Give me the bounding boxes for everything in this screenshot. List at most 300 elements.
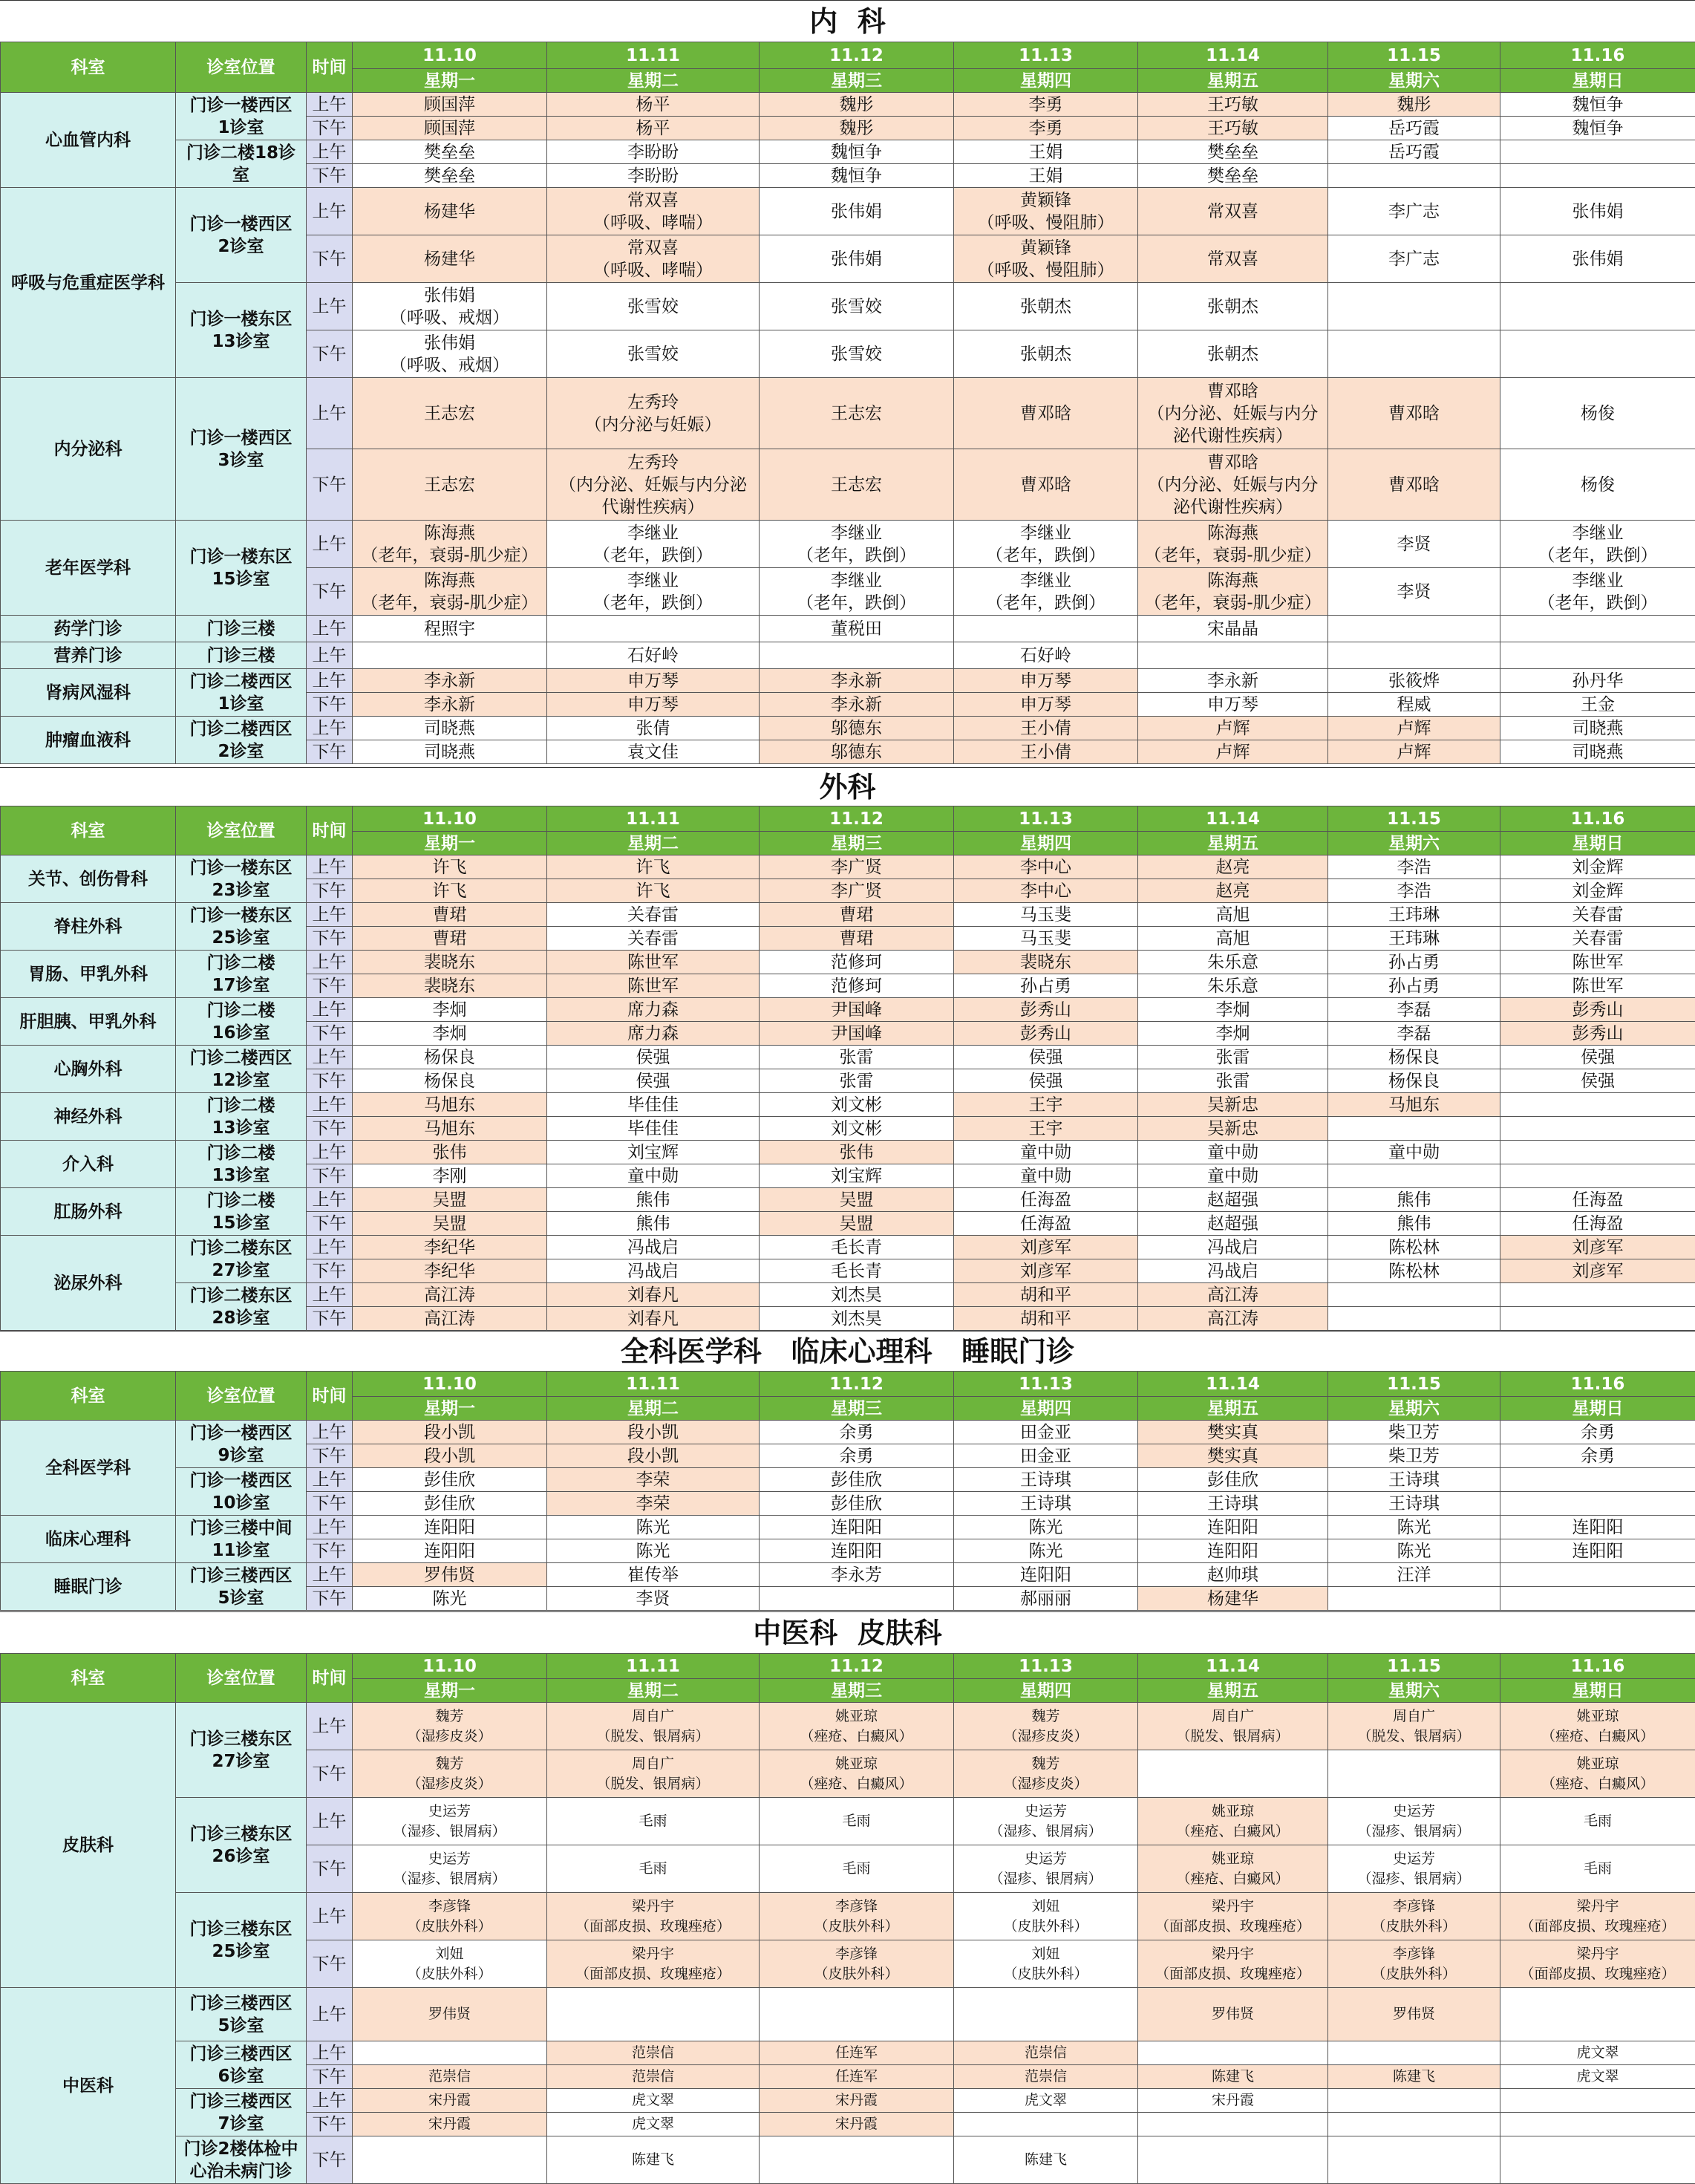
period-cell: 下午 <box>307 1444 353 1468</box>
location-cell <box>176 1093 307 1141</box>
department-cell: 肛肠外科 <box>1 1188 176 1236</box>
table-row <box>1 1421 1695 1444</box>
period-cell: 上午 <box>307 140 353 164</box>
doctor-cell <box>1138 2113 1328 2136</box>
doctor-cell: 申万琴 <box>547 693 760 717</box>
doctor-cell: 许飞 <box>547 879 760 903</box>
cell-line: 1诊室 <box>177 117 304 139</box>
header-weekday: 星期二 <box>547 69 760 93</box>
doctor-cell: 刘彦军 <box>954 1236 1138 1259</box>
doctor-cell: 余勇 <box>1500 1421 1695 1444</box>
doctor-cell <box>1500 1307 1695 1331</box>
cell-line: 曹邓晗 <box>1140 380 1326 402</box>
doctor-cell: 孙占勇 <box>1328 974 1500 998</box>
doctor-cell: 岳巧霞 <box>1328 117 1500 140</box>
period-cell: 下午 <box>307 2136 353 2184</box>
department-cell: 药学门诊 <box>1 616 176 642</box>
doctor-cell: 李炯 <box>353 998 547 1022</box>
period-cell: 下午 <box>307 1259 353 1283</box>
doctor-cell: 张朝杰 <box>1138 283 1328 330</box>
doctor-cell <box>353 1893 547 1940</box>
doctor-cell: 顾国萍 <box>353 93 547 117</box>
cell-line: （痤疮、白癜风） <box>1502 1727 1694 1747</box>
doctor-cell: 李纪华 <box>353 1236 547 1259</box>
doctor-cell <box>353 330 547 378</box>
department-cell: 营养门诊 <box>1 642 176 669</box>
doctor-cell <box>1138 2041 1328 2065</box>
doctor-cell <box>1500 2136 1695 2184</box>
doctor-cell <box>1138 378 1328 449</box>
doctor-cell: 朱乐意 <box>1138 974 1328 998</box>
location-cell <box>176 1703 307 1798</box>
doctor-cell: 李永新 <box>353 693 547 717</box>
doctor-cell: 张雪姣 <box>547 283 760 330</box>
period-cell: 上午 <box>307 669 353 693</box>
cell-line: 李继业 <box>956 522 1136 544</box>
period-cell: 下午 <box>307 974 353 998</box>
cell-line: 李彦锋 <box>761 1944 952 1964</box>
cell-line: 梁丹宇 <box>1140 1897 1326 1917</box>
doctor-cell: 陈建飞 <box>1328 2065 1500 2089</box>
doctor-cell: 马旭东 <box>353 1117 547 1141</box>
department-cell: 内分泌科 <box>1 378 176 521</box>
doctor-cell <box>954 1893 1138 1940</box>
table-row <box>1 378 1695 449</box>
period-cell: 下午 <box>307 1069 353 1093</box>
cell-line: 左秀玲 <box>549 391 757 414</box>
header-date: 11.10 <box>353 42 547 69</box>
doctor-cell: 宋丹霞 <box>1138 2089 1328 2113</box>
doctor-cell <box>1328 2136 1500 2184</box>
location-cell <box>176 855 307 903</box>
doctor-cell: 邬德东 <box>760 740 954 764</box>
doctor-cell: 赵亮 <box>1138 879 1328 903</box>
doctor-cell: 赵帅琪 <box>1138 1563 1328 1587</box>
header-weekday: 星期三 <box>760 1679 954 1703</box>
period-cell: 下午 <box>307 330 353 378</box>
cell-line: 门诊二楼 <box>177 952 304 974</box>
header-weekday: 星期日 <box>1500 1679 1695 1703</box>
doctor-cell <box>1500 1893 1695 1940</box>
doctor-cell: 李贤 <box>547 1587 760 1611</box>
cell-line: 周自广 <box>1330 1707 1498 1727</box>
location-cell <box>176 1046 307 1093</box>
doctor-cell: 张雪姣 <box>760 283 954 330</box>
doctor-cell: 张伟 <box>760 1141 954 1164</box>
doctor-cell: 王娟 <box>954 140 1138 164</box>
location-cell <box>176 1516 307 1563</box>
doctor-cell: 刘宝辉 <box>760 1164 954 1188</box>
doctor-cell: 李炯 <box>1138 998 1328 1022</box>
header-dept: 科室 <box>1 1654 176 1703</box>
doctor-cell <box>954 1845 1138 1893</box>
table-row <box>1 1988 1695 2041</box>
doctor-cell <box>1138 449 1328 521</box>
cell-line: （皮肤外科） <box>1330 1917 1498 1937</box>
department-cell: 临床心理科 <box>1 1516 176 1563</box>
doctor-cell: 申万琴 <box>1138 693 1328 717</box>
doctor-cell: 连阳阳 <box>353 1539 547 1563</box>
location-cell <box>176 283 307 378</box>
doctor-cell: 李荣 <box>547 1468 760 1492</box>
table-row <box>1 2089 1695 2113</box>
doctor-cell: 常双喜 <box>1138 188 1328 235</box>
doctor-cell: 范崇信 <box>954 2065 1138 2089</box>
table-row <box>1 1468 1695 1492</box>
doctor-cell <box>1138 2136 1328 2184</box>
header-weekday: 星期日 <box>1500 832 1695 855</box>
doctor-cell: 李广志 <box>1328 188 1500 235</box>
schedule-table <box>0 1371 1695 1611</box>
period-cell: 下午 <box>307 1750 353 1798</box>
cell-line: （湿疹、银屑病） <box>1330 1869 1498 1889</box>
location-cell <box>176 188 307 283</box>
cell-line: （湿疹、银屑病） <box>956 1869 1136 1889</box>
doctor-cell: 冯战启 <box>547 1259 760 1283</box>
doctor-cell: 毛长青 <box>760 1259 954 1283</box>
doctor-cell: 关春雷 <box>1500 903 1695 927</box>
cell-line: 常双喜 <box>549 237 757 259</box>
doctor-cell: 杨俊 <box>1500 378 1695 449</box>
doctor-cell: 杨俊 <box>1500 449 1695 521</box>
doctor-cell: 王小倩 <box>954 717 1138 740</box>
header-date: 11.10 <box>353 1372 547 1397</box>
header-date: 11.16 <box>1500 1654 1695 1679</box>
table-row <box>1 283 1695 330</box>
cell-line: （呼吸、慢阻肺） <box>956 259 1136 281</box>
cell-line: （老年，跌倒） <box>1502 592 1694 614</box>
doctor-cell: 程威 <box>1328 693 1500 717</box>
cell-line: 3诊室 <box>177 449 304 472</box>
table-row <box>1 1798 1695 1845</box>
doctor-cell: 李荣 <box>547 1492 760 1516</box>
period-cell: 下午 <box>307 117 353 140</box>
table-row <box>1 642 1695 669</box>
header-date: 11.13 <box>954 1654 1138 1679</box>
doctor-cell: 范崇信 <box>353 2065 547 2089</box>
section-title: 全科医学科 临床心理科 睡眠门诊 <box>0 1331 1695 1371</box>
doctor-cell: 张朝杰 <box>954 330 1138 378</box>
header-row-dates <box>1 1654 1695 1679</box>
doctor-cell: 刘金辉 <box>1500 879 1695 903</box>
doctor-cell <box>547 1750 760 1798</box>
doctor-cell: 陈世军 <box>547 974 760 998</box>
cell-line: （面部皮损、玫瑰痤疮） <box>1140 1964 1326 1984</box>
doctor-cell: 王诗琪 <box>1328 1468 1500 1492</box>
doctor-cell: 吴盟 <box>760 1188 954 1212</box>
period-cell: 下午 <box>307 1022 353 1046</box>
cell-line: 李彦锋 <box>1330 1944 1498 1964</box>
doctor-cell: 柴卫芳 <box>1328 1444 1500 1468</box>
cell-line: （湿疹、银屑病） <box>956 1822 1136 1842</box>
doctor-cell: 胡和平 <box>954 1283 1138 1307</box>
doctor-cell: 田金亚 <box>954 1444 1138 1468</box>
doctor-cell: 王志宏 <box>353 378 547 449</box>
doctor-cell: 侯强 <box>954 1069 1138 1093</box>
doctor-cell <box>760 1893 954 1940</box>
doctor-cell: 孙丹华 <box>1500 669 1695 693</box>
header-weekday: 星期日 <box>1500 69 1695 93</box>
table-row <box>1 2041 1695 2065</box>
doctor-cell: 李永新 <box>760 693 954 717</box>
department-cell: 泌尿外科 <box>1 1236 176 1331</box>
table-row <box>1 1141 1695 1164</box>
doctor-cell <box>547 1703 760 1750</box>
period-cell: 上午 <box>307 1236 353 1259</box>
doctor-cell: 陈建飞 <box>1138 2065 1328 2089</box>
cell-line: 李继业 <box>761 570 952 592</box>
doctor-cell: 程照宇 <box>353 616 547 642</box>
cell-line: 魏芳 <box>354 1754 545 1774</box>
department-cell: 心胸外科 <box>1 1046 176 1093</box>
doctor-cell: 申万琴 <box>954 693 1138 717</box>
doctor-cell: 张倩 <box>547 717 760 740</box>
doctor-cell: 杨建华 <box>1138 1587 1328 1611</box>
cell-line: 李继业 <box>956 570 1136 592</box>
header-weekday: 星期四 <box>954 1397 1138 1421</box>
location-cell <box>176 1893 307 1988</box>
cell-line: （面部皮损、玫瑰痤疮） <box>1140 1917 1326 1937</box>
doctor-cell: 曹珺 <box>760 903 954 927</box>
cell-line: 室 <box>177 164 304 186</box>
doctor-cell: 毛雨 <box>547 1798 760 1845</box>
doctor-cell <box>547 616 760 642</box>
doctor-cell <box>1328 1750 1500 1798</box>
header-location: 诊室位置 <box>176 806 307 855</box>
doctor-cell: 高江涛 <box>1138 1283 1328 1307</box>
doctor-cell: 陈光 <box>954 1539 1138 1563</box>
doctor-cell: 宋丹霞 <box>760 2089 954 2113</box>
table-row <box>1 998 1695 1022</box>
doctor-cell <box>1328 2113 1500 2136</box>
header-weekday: 星期一 <box>353 1397 547 1421</box>
cell-line: 17诊室 <box>177 974 304 997</box>
doctor-cell: 刘彦军 <box>954 1259 1138 1283</box>
doctor-cell: 司晓燕 <box>1500 717 1695 740</box>
doctor-cell: 彭佳欣 <box>353 1492 547 1516</box>
doctor-cell <box>760 1750 954 1798</box>
cell-line: 梁丹宇 <box>549 1897 757 1917</box>
cell-line: 12诊室 <box>177 1069 304 1092</box>
doctor-cell: 高旭 <box>1138 927 1328 951</box>
doctor-cell <box>1328 1703 1500 1750</box>
doctor-cell: 张雪姣 <box>760 330 954 378</box>
cell-line: （内分泌与妊娠） <box>549 414 757 436</box>
table-row <box>1 1236 1695 1259</box>
table-row <box>1 616 1695 642</box>
period-cell: 上午 <box>307 616 353 642</box>
doctor-cell: 冯战启 <box>1138 1236 1328 1259</box>
cell-line: 门诊三楼西区 <box>177 2043 304 2065</box>
cell-line: 史运芳 <box>1330 1849 1498 1869</box>
cell-line: （面部皮损、玫瑰痤疮） <box>549 1964 757 1984</box>
doctor-cell <box>1138 642 1328 669</box>
doctor-cell <box>1328 2089 1500 2113</box>
cell-line: （湿疹皮炎） <box>354 1727 545 1747</box>
cell-line: （湿疹皮炎） <box>956 1727 1136 1747</box>
cell-line: 7诊室 <box>177 2113 304 2135</box>
doctor-cell: 罗伟贤 <box>1138 1988 1328 2041</box>
cell-line: 门诊二楼 <box>177 1142 304 1164</box>
doctor-cell <box>1138 1798 1328 1845</box>
location-cell <box>176 669 307 717</box>
cell-line: （呼吸、慢阻肺） <box>956 212 1136 234</box>
department-cell: 脊柱外科 <box>1 903 176 951</box>
header-date: 11.16 <box>1500 42 1695 69</box>
doctor-cell: 李广贤 <box>760 879 954 903</box>
doctor-cell: 申万琴 <box>547 669 760 693</box>
doctor-cell <box>1328 1940 1500 1988</box>
period-cell: 上午 <box>307 1798 353 1845</box>
period-cell: 上午 <box>307 1283 353 1307</box>
cell-line: 泌代谢性疾病） <box>1140 425 1326 447</box>
doctor-cell: 彭佳欣 <box>760 1492 954 1516</box>
header-date: 11.13 <box>954 806 1138 832</box>
cell-line: （老年，跌倒） <box>956 544 1136 567</box>
doctor-cell <box>1138 1845 1328 1893</box>
doctor-cell: 石好岭 <box>547 642 760 669</box>
cell-line: （老年，跌倒） <box>956 592 1136 614</box>
doctor-cell: 连阳阳 <box>1138 1516 1328 1539</box>
doctor-cell: 任连军 <box>760 2065 954 2089</box>
period-cell: 上午 <box>307 1893 353 1940</box>
doctor-cell: 连阳阳 <box>1500 1539 1695 1563</box>
department-cell: 介入科 <box>1 1141 176 1188</box>
period-cell: 上午 <box>307 1046 353 1069</box>
doctor-cell: 申万琴 <box>954 669 1138 693</box>
period-cell: 下午 <box>307 927 353 951</box>
cell-line: 2诊室 <box>177 235 304 258</box>
doctor-cell <box>1500 2113 1695 2136</box>
doctor-cell <box>353 2136 547 2184</box>
doctor-cell: 李中心 <box>954 855 1138 879</box>
doctor-cell: 赵亮 <box>1138 855 1328 879</box>
cell-line: 代谢性疾病） <box>549 496 757 518</box>
cell-line: 史运芳 <box>354 1849 545 1869</box>
location-cell <box>176 1468 307 1516</box>
doctor-cell <box>1500 1117 1695 1141</box>
period-cell: 上午 <box>307 1703 353 1750</box>
doctor-cell: 彭秀山 <box>954 998 1138 1022</box>
doctor-cell: 尹国峰 <box>760 1022 954 1046</box>
doctor-cell: 熊伟 <box>547 1188 760 1212</box>
doctor-cell <box>1500 642 1695 669</box>
doctor-cell: 关春雷 <box>547 927 760 951</box>
header-weekday: 星期三 <box>760 1397 954 1421</box>
doctor-cell <box>1500 568 1695 616</box>
doctor-cell: 任连军 <box>760 2041 954 2065</box>
cell-line: （面部皮损、玫瑰痤疮） <box>1502 1917 1694 1937</box>
header-date: 11.11 <box>547 1654 760 1679</box>
header-date: 11.14 <box>1138 1372 1328 1397</box>
cell-line: （痤疮、白癜风） <box>761 1774 952 1794</box>
doctor-cell: 任海盈 <box>954 1212 1138 1236</box>
cell-line: 门诊三楼西区 <box>177 1992 304 2015</box>
cell-line: （皮肤外科） <box>354 1917 545 1937</box>
period-cell: 下午 <box>307 1307 353 1331</box>
table-row <box>1 140 1695 164</box>
doctor-cell: 魏彤 <box>760 93 954 117</box>
doctor-cell <box>1500 2089 1695 2113</box>
header-date: 11.14 <box>1138 42 1328 69</box>
cell-line: （老年，跌倒） <box>549 544 757 567</box>
doctor-cell: 宋晶晶 <box>1138 616 1328 642</box>
location-cell <box>176 1563 307 1611</box>
cell-line: 15诊室 <box>177 1212 304 1234</box>
doctor-cell: 刘文彬 <box>760 1117 954 1141</box>
cell-line: 魏芳 <box>956 1707 1136 1727</box>
cell-line: 陈海燕 <box>354 522 545 544</box>
cell-line: 左秀玲 <box>549 452 757 474</box>
period-cell: 上午 <box>307 283 353 330</box>
doctor-cell: 樊垒垒 <box>1138 140 1328 164</box>
doctor-cell <box>954 616 1138 642</box>
doctor-cell: 王金 <box>1500 693 1695 717</box>
doctor-cell: 彭秀山 <box>1500 1022 1695 1046</box>
doctor-cell: 张朝杰 <box>954 283 1138 330</box>
doctor-cell: 顾国萍 <box>353 117 547 140</box>
table-row <box>1 521 1695 568</box>
header-date: 11.15 <box>1328 1654 1500 1679</box>
doctor-cell: 刘春凡 <box>547 1283 760 1307</box>
doctor-cell: 李贤 <box>1328 568 1500 616</box>
doctor-cell: 许飞 <box>353 855 547 879</box>
doctor-cell: 张伟娟 <box>760 235 954 283</box>
doctor-cell: 关春雷 <box>547 903 760 927</box>
doctor-cell <box>954 235 1138 283</box>
header-weekday: 星期一 <box>353 69 547 93</box>
header-date: 11.10 <box>353 806 547 832</box>
cell-line: 曹邓晗 <box>1140 452 1326 474</box>
doctor-cell: 董税田 <box>760 616 954 642</box>
doctor-cell <box>353 1940 547 1988</box>
doctor-cell: 李中心 <box>954 879 1138 903</box>
doctor-cell <box>547 1940 760 1988</box>
doctor-cell <box>1500 1587 1695 1611</box>
doctor-cell <box>954 568 1138 616</box>
doctor-cell: 虎文翠 <box>547 2113 760 2136</box>
doctor-cell: 李磊 <box>1328 1022 1500 1046</box>
doctor-cell: 曹邓晗 <box>954 378 1138 449</box>
doctor-cell: 高江涛 <box>353 1283 547 1307</box>
doctor-cell: 王巧敏 <box>1138 93 1328 117</box>
doctor-cell: 罗伟贤 <box>353 1988 547 2041</box>
doctor-cell: 王小倩 <box>954 740 1138 764</box>
header-date: 11.10 <box>353 1654 547 1679</box>
cell-line: （老年，衰弱-肌少症） <box>354 544 545 567</box>
cell-line: （痤疮、白癜风） <box>1140 1822 1326 1842</box>
cell-line: （老年，跌倒） <box>1502 544 1694 567</box>
doctor-cell <box>760 1703 954 1750</box>
table-row <box>1 1188 1695 1212</box>
cell-line: 25诊室 <box>177 927 304 949</box>
cell-line: 黄颖锋 <box>956 237 1136 259</box>
doctor-cell: 张伟娟 <box>1500 188 1695 235</box>
cell-line: 刘妞 <box>956 1897 1136 1917</box>
cell-line: （皮肤外科） <box>1330 1964 1498 1984</box>
cell-line: 门诊二楼 <box>177 1095 304 1117</box>
doctor-cell <box>954 2113 1138 2136</box>
header-row-dates <box>1 806 1695 832</box>
doctor-cell: 王宇 <box>954 1117 1138 1141</box>
doctor-cell: 毕佳佳 <box>547 1117 760 1141</box>
doctor-cell: 张雪姣 <box>547 330 760 378</box>
cell-line: 门诊二楼西区 <box>177 718 304 740</box>
cell-line: 门诊二楼 <box>177 1190 304 1212</box>
doctor-cell: 范修珂 <box>760 951 954 974</box>
cell-line: 姚亚琼 <box>1502 1707 1694 1727</box>
cell-line: 梁丹宇 <box>1502 1944 1694 1964</box>
